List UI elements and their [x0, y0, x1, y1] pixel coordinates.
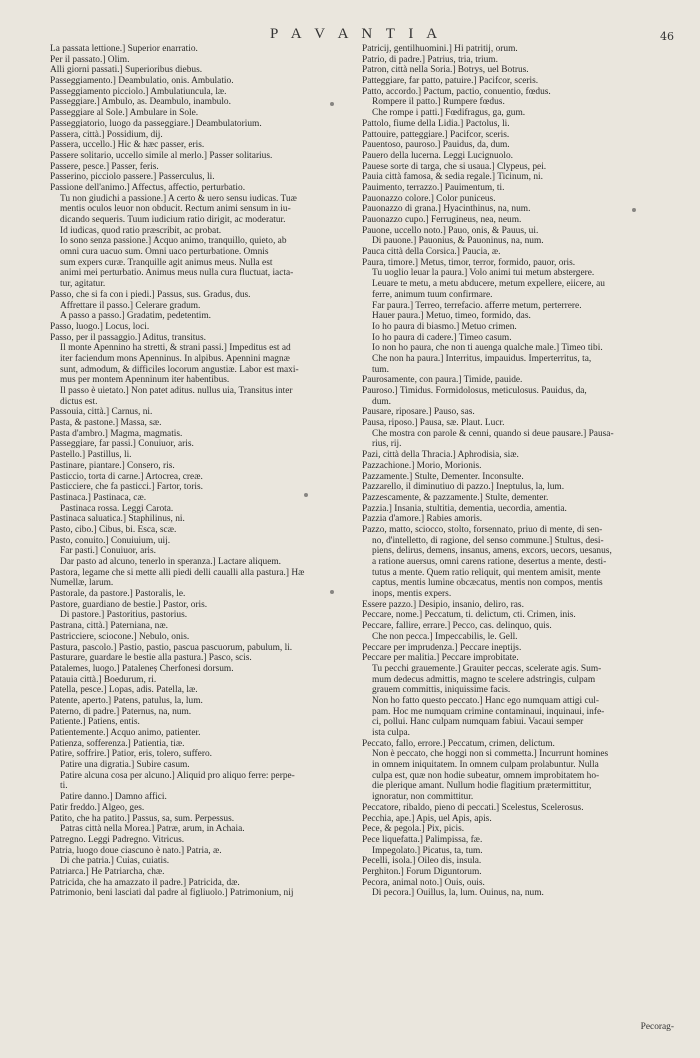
text-line: Pazi, città della Thracia.] Aphrodisia, siæ.	[362, 450, 519, 461]
text-line: sum expers curæ. Tranquille agit animus meus. Nulla est	[60, 257, 273, 268]
text-line: mum dedecus admittis, magno te scelere adstringis, culpam	[372, 674, 596, 685]
text-line: Far pasti.] Conuiuor, aris.	[60, 546, 156, 557]
text-line: Patrio, di padre.] Patrius, tria, trium.	[362, 54, 498, 65]
text-line: grauem committis, iniquissime facis.	[372, 685, 511, 696]
text-line: Patire danno.] Damno affici.	[60, 792, 167, 803]
text-line: Hauer paura.] Metuo, timeo, formido, das.	[372, 311, 531, 322]
text-line: ti.	[60, 781, 68, 792]
text-line: Passo, luogo.] Locus, loci.	[50, 321, 150, 332]
text-line: Pastinaca rossa. Leggi Carota.	[60, 503, 174, 514]
text-line: Di pauone.] Pauonius, & Pauoninus, na, num.	[372, 236, 544, 247]
text-line: culpa est, quæ non hodie subeatur, omnem improbitatem ho-	[372, 770, 600, 781]
text-line: dicando sequeris. Tuum iudicium ratio dirigit, ac moderatur.	[60, 215, 286, 225]
text-line: Passouia, città.] Carnus, ni.	[50, 407, 153, 418]
text-line: Essere pazzo.] Desipio, insanio, deliro, ras.	[362, 599, 524, 610]
text-line: Pazzo, matto, sciocco, stolto, forsennato, priuo di mente, di sen-	[362, 524, 603, 535]
text-line: Patricida, che ha amazzato il padre.] Patricida, dæ.	[50, 877, 240, 888]
text-line: Numellæ, larum.	[50, 578, 114, 589]
text-line: Passeggiare, far passi.] Conuiuor, aris.	[50, 439, 194, 450]
text-line: Far paura.] Terreo, terrefacio. afferre metum, perterrere.	[372, 300, 582, 311]
text-line: Pauone, uccello noto.] Pauo, onis, & Pauus, ui.	[362, 225, 539, 236]
text-line: Pasto, conuito.] Conuiuium, uij.	[50, 535, 171, 546]
text-line: Pazzia.] Insania, stultitia, dementia, uecordia, amentia.	[362, 503, 567, 514]
text-line: Tu pecchi grauemente.] Grauiter peccas, scelerate agis. Sum-	[372, 663, 602, 674]
text-line: omni cura uacuo sum. Omni uaco perturbatione. Omnis	[60, 247, 269, 258]
text-line: Peccare, nome.] Peccatum, ti. delictum, cti. Crimen, inis.	[362, 610, 576, 621]
text-line: tutus a mente. Quem ratio reliquit, qui mentem amisit, mente	[372, 567, 601, 578]
text-line: Pattolo, fiume della Lidia.] Pactolus, li.	[362, 118, 510, 129]
text-line: Patriarca.] He Patriarcha, chæ.	[50, 866, 165, 877]
text-line: Io sono senza passione.] Acquo animo, tranquillo, quieto, ab	[60, 236, 287, 247]
text-line: Passeggiatorio, luogo da passeggiare.] Deambulatorium.	[50, 118, 262, 129]
text-line: Pazzia d'amore.] Rabies amoris.	[362, 514, 483, 525]
text-line: Pauero della lucerna. Leggi Lucignuolo.	[362, 150, 513, 161]
text-line: Il passo è uietato.] Non patet aditus. nullus uia, Transitus inter	[60, 386, 293, 396]
text-line: Patregno. Leggi Padregno. Vitricus.	[50, 834, 185, 845]
text-line: Pastinare, piantare.] Consero, ris.	[50, 460, 175, 471]
text-line: piens, delirus, demens, insanus, amens, excors, uecors, uesanus,	[372, 546, 612, 557]
text-line: Patire una digratia.] Subire casum.	[60, 760, 190, 771]
text-line: Patire alcuna cosa per alcuno.] Aliquid pro aliquo ferre: perpe-	[60, 770, 295, 781]
text-line: no, d'intelletto, di ragione, del senso commune.] Stultus, desi-	[372, 535, 604, 546]
text-line: Passera, uccello.] Hic & hæc passer, eris.	[50, 140, 205, 151]
text-line: Patras città nella Morea.] Patræ, arum, in Achaia.	[60, 824, 245, 835]
text-line: Patteggiare, far patto, patuire.] Pacifcor, sceris.	[362, 76, 539, 87]
text-line: Pastinaca saluatica.] Staphilinus, ni.	[50, 514, 185, 525]
text-line: Che rompe i patti.] Fœdifragus, ga, gum.	[372, 108, 526, 119]
text-line: Pauese sorte di targa, che si usaua.] Clypeus, pei.	[362, 161, 547, 172]
text-line: Passeggiare.] Ambulo, as. Deambulo, inambulo.	[50, 97, 231, 108]
text-line: Patire, soffrire.] Patior, eris, tolero, suffero.	[50, 749, 212, 760]
text-line: Pastello.] Pastillus, li.	[50, 450, 132, 461]
right-column	[362, 44, 682, 899]
text-line: Peccato, fallo, errore.] Peccatum, crimen, delictum.	[362, 738, 555, 749]
text-line: pam. Hoc me numquam crimine contaminaui, inquinaui, infe-	[372, 706, 605, 717]
text-line: Pauonazzo di grana.] Hyacinthinus, na, num.	[362, 204, 531, 215]
text-line: Pauonazzo cupo.] Ferrugineus, nea, neum.	[362, 215, 522, 225]
text-line: Passera, città.] Possidium, dij.	[50, 129, 163, 140]
text-line: Patir freddo.] Algeo, ges.	[50, 802, 145, 813]
text-line: Patricij, gentilhuomini.] Hi patritij, orum.	[362, 44, 518, 54]
text-line: Pecchia, ape.] Apis, uel Apis, apis.	[362, 813, 492, 824]
text-line: Pauentoso, pauroso.] Pauidus, da, dum.	[362, 140, 510, 151]
text-line: La passata lettione.] Superior enarratio.	[50, 44, 198, 54]
text-line: ignoratur, non committitur.	[372, 792, 474, 803]
text-line: Patienza, sofferenza.] Patientia, tiæ.	[50, 738, 185, 749]
text-line: Patalemes, luogo.] Pataleneș Cherfonesi dorsum.	[50, 663, 234, 674]
text-line: Pasta, & pastone.] Massa, sæ.	[50, 418, 162, 429]
text-line: Patente, aperto.] Patens, patulus, la, lum.	[50, 695, 203, 706]
text-line: Pausare, riposare.] Pauso, sas.	[362, 407, 475, 418]
text-line: Pauroso.] Timidus. Formidolosus, meticulosus. Pauidus, da,	[362, 386, 587, 396]
text-line: mentis oculos leuor non obducit. Rectum animi sensum in iu-	[60, 204, 291, 215]
text-line: Pece, & pegola.] Pix, picis.	[362, 824, 465, 835]
text-line: Pastinaca.] Pastinaca, cæ.	[50, 492, 147, 503]
text-line: Passere, pesce.] Passer, feris.	[50, 161, 159, 172]
text-line: Pattouire, patteggiare.] Pacifcor, sceris.	[362, 129, 510, 140]
text-line: mus per montem Apenninum iter habentibus.	[60, 375, 230, 386]
text-line: Tu uoglio leuar la paura.] Volo animi tui metum abstergere.	[372, 268, 595, 279]
text-line: Pece liquefatta.] Palimpissa, fæ.	[362, 834, 483, 845]
text-line: Passere solitario, uccello simile al merlo.] Passer solitarius.	[50, 150, 273, 161]
text-line: Paura, timore.] Metus, timor, terror, formido, pauor, oris.	[362, 257, 576, 268]
ink-blot	[330, 102, 334, 106]
text-line: Paurosamente, con paura.] Timide, pauide.	[362, 375, 523, 386]
text-line: rius, rij.	[372, 439, 402, 450]
ink-blot	[632, 208, 636, 212]
text-line: Pasturare, guardare le bestie alla pastura.] Pasco, scis.	[50, 653, 252, 664]
text-line: Pauimento, terrazzo.] Pauimentum, ti.	[362, 182, 505, 193]
text-line: Affrettare il passo.] Celerare gradum.	[60, 300, 201, 311]
text-line: Tu non giudichi a passione.] A certo & uero sensu iudicas. Tuæ	[60, 193, 297, 204]
text-line: Patiente.] Patiens, entis.	[50, 717, 140, 728]
text-line: a ratione auersus, omni carens ratione, desertus a mente, desti-	[372, 557, 607, 567]
text-line: Patron, città nella Soria.] Botrys, uel Botrus.	[362, 65, 529, 76]
text-line: ista culpa.	[372, 728, 411, 738]
text-line: Pazzarello, il diminutiuo di pazzo.] Ineptulus, la, lum.	[362, 482, 565, 493]
text-line: Pauca città della Corsica.] Paucia, æ.	[362, 247, 501, 258]
ink-blot	[330, 590, 334, 594]
text-line: Pauonazzo colore.] Color puniceus.	[362, 193, 496, 204]
text-line: Patria, luogo doue ciascuno è nato.] Patria, æ.	[50, 845, 222, 856]
text-line: Io ho paura di biasmo.] Metuo crimen.	[372, 321, 517, 332]
text-line: Io ho paura di cadere.] Timeo casum.	[372, 332, 512, 343]
text-line: dictus est.	[60, 396, 98, 407]
text-line: tur, agitatur.	[60, 279, 106, 290]
text-line: Che non ha paura.] Interritus, impauidus. Imperterritus, ta,	[372, 353, 592, 364]
text-line: iter faciendum mons Apenninus. In alpibus. Apennini magnæ	[60, 353, 290, 364]
text-line: Pecora, animal noto.] Ouis, ouis.	[362, 877, 485, 888]
page-number: 46	[660, 30, 674, 43]
text-line: Rompere il patto.] Rumpere fœdus.	[372, 97, 505, 108]
text-line: Pecelli, isola.] Oileo dis, insula.	[362, 856, 482, 867]
text-line: Pastrana, città.] Paterniana, næ.	[50, 621, 168, 632]
text-line: Pasticcio, torta di carne.] Artocrea, creæ.	[50, 471, 203, 482]
text-line: A passo a passo.] Gradatim, pedetentim.	[60, 311, 212, 322]
text-line: Di pecora.] Ouillus, la, lum. Ouinus, na, num.	[372, 888, 544, 899]
text-line: Patientemente.] Acquo animo, patienter.	[50, 728, 201, 738]
text-line: Passo, per il passaggio.] Aditus, transitus.	[50, 332, 206, 343]
text-line: Il monte Apennino ha stretti, & strani passi.] Impeditus est ad	[60, 343, 291, 354]
text-line: Peccare, fallire, errare.] Pecco, cas. delinquo, quis.	[362, 621, 552, 632]
text-line: Pazzamente.] Stulte, Dementer. Inconsulte.	[362, 471, 524, 482]
text-line: Passerino, picciolo passere.] Passerculus, li.	[50, 172, 215, 183]
text-line: Impegolato.] Picatus, ta, tum.	[372, 845, 483, 856]
text-line: Dar pasto ad alcuno, tenerlo in speranza.] Lactare aliquem.	[60, 557, 281, 567]
text-line: sunt, admodum, & difficiles locorum angustiæ. Labor est maxi-	[60, 364, 299, 375]
text-line: ferre, animum tuum confirmare.	[372, 289, 493, 300]
text-line: Paterno, di padre.] Paternus, na, num.	[50, 706, 192, 717]
text-line: Patauia città.] Boedurum, ri.	[50, 674, 157, 685]
text-line: tum.	[372, 364, 389, 375]
text-line: Passo, che si fa con i piedi.] Passus, sus. Gradus, dus.	[50, 289, 251, 300]
text-line: Id iudicas, quod ratio præscribit, ac probat.	[60, 225, 222, 236]
text-line: animi mei perturbatio. Animus meus nulla cura fluctuat, iacta-	[60, 268, 294, 279]
text-line: Io non ho paura, che non ti auenga qualche male.] Timeo tibi.	[372, 343, 603, 354]
ink-blot	[304, 493, 308, 497]
text-line: Peccatore, ribaldo, pieno di peccati.] Scelestus, Scelerosus.	[362, 802, 584, 813]
text-line: Pastorale, da pastore.] Pastoralis, le.	[50, 589, 186, 600]
text-line: die plerique amant. Nullum hodie flagitium prætermittitur,	[372, 781, 592, 792]
text-line: Di che patria.] Cuias, cuiatis.	[60, 856, 170, 867]
text-line: Pastura, pascolo.] Pastio, pastio, pascua pascuorum, pabulum, li.	[50, 642, 293, 653]
text-line: Non è peccato, che hoggi non si commetta.] Incurrunt homines	[372, 749, 609, 760]
text-line: in omnem iniquitatem. In omnem culpam prolabuntur. Nulla	[372, 760, 599, 771]
text-line: Peccare per imprudenza.] Peccare ineptijs.	[362, 642, 522, 653]
text-line: Pasticciere, che fa pasticci.] Fartor, toris.	[50, 482, 203, 493]
text-line: Passeggiamento.] Deambulatio, onis. Ambulatio.	[50, 76, 234, 87]
text-line: Che mostra con parole & cenni, quando si deue pausare.] Pausa-	[372, 428, 614, 439]
text-line: Pazzescamente, & pazzamente.] Stulte, dementer.	[362, 492, 549, 503]
text-line: Passeggiare al Sole.] Ambulare in Sole.	[50, 108, 199, 119]
text-line: Pastora, legame che si mette alli piedi delli caualli alla pastura.] Hæ	[50, 567, 305, 578]
text-line: Passeggiamento picciolo.] Ambulatiuncula, læ.	[50, 86, 227, 97]
running-title: P A V A N T I A	[270, 26, 443, 42]
text-line: Pauia città famosa, & sedia regale.] Ticinum, ni.	[362, 172, 543, 183]
text-line: Di pastore.] Pastoritius, pastorius.	[60, 610, 188, 621]
text-line: Perghiton.] Forum Diguntorum.	[362, 866, 482, 877]
text-line: Patito, che ha patito.] Passus, sa, sum. Perpessus.	[50, 813, 235, 824]
text-line: inops, mentis expers.	[372, 589, 452, 600]
text-line: Che non pecca.] Impeccabilis, le. Gell.	[372, 631, 518, 642]
text-line: Leuare te metu, a metu abducere, metum expellere, eiicere, au	[372, 279, 605, 290]
text-line: Patella, pesce.] Lopas, adis. Patella, læ.	[50, 685, 198, 696]
text-line: Alli giorni passati.] Superioribus diebus.	[50, 65, 203, 76]
text-line: captus, mentis lumine obcæcatus, mentis non compos, mentis	[372, 578, 603, 589]
text-line: Pasta d'ambro.] Magma, magmatis.	[50, 428, 183, 439]
text-line: Non ho fatto questo peccato.] Hanc ego numquam attigi cul-	[372, 695, 600, 706]
text-line: dum.	[372, 396, 392, 407]
text-line: Pastricciere, sciocone.] Nebulo, onis.	[50, 631, 190, 642]
text-line: Pazzachione.] Morio, Morionis.	[362, 460, 482, 471]
text-line: Patrimonio, beni lasciati dal padre al figliuolo.] Patrimonium, nij	[50, 888, 294, 899]
left-column	[50, 44, 362, 899]
text-line: Pastore, guardiano de bestie.] Pastor, oris.	[50, 599, 208, 610]
catchword: Pecorag-	[640, 1022, 674, 1032]
text-line: ci, pollui. Hanc culpam numquam fabiui. Vacaui semper	[372, 717, 584, 728]
text-line: Pasto, cibo.] Cibus, bi. Esca, scæ.	[50, 524, 177, 535]
text-line: Pausa, riposo.] Pausa, sæ. Plaut. Lucr.	[362, 418, 505, 429]
text-line: Patto, accordo.] Pactum, pactio, conuentio, fœdus.	[362, 86, 551, 97]
text-line: Peccare per malitia.] Peccare improbitate.	[362, 653, 519, 664]
text-line: Per il passato.] Olim.	[50, 54, 130, 65]
text-line: Passione dell'animo.] Affectus, affectio, perturbatio.	[50, 182, 246, 193]
